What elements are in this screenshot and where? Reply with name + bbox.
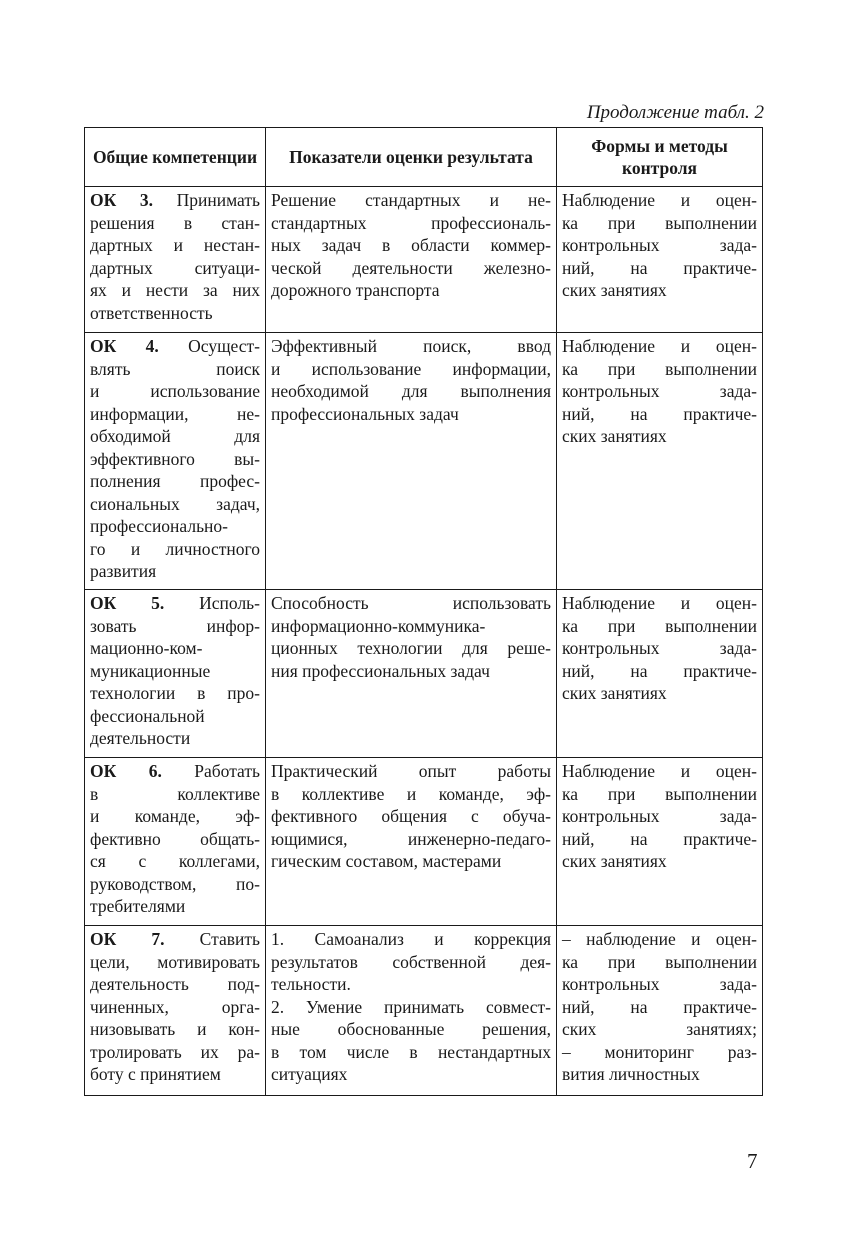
competence-first-line [90, 335, 260, 358]
control-text-line: ских занятиях; [562, 1019, 757, 1039]
indicator-text-line: в том числе в нестандартных [271, 1041, 551, 1062]
indicator-text-line: и использование информации, [271, 358, 551, 379]
control-text-line: контрольных зада- [562, 806, 757, 826]
competence-cell [85, 926, 266, 1096]
competence-first-line [90, 928, 260, 951]
competence-text-line: технологии в про- [90, 683, 260, 703]
control-text-line: ний, на практиче- [562, 996, 757, 1017]
competence-text-line: Осущест- [188, 336, 260, 356]
competence-code: ОК 4. [90, 336, 159, 356]
competence-text-line: чиненных, орга- [90, 996, 260, 1017]
control-text-line: ка при выполнении [562, 951, 757, 972]
table-row [85, 590, 763, 758]
competence-assessment-table [84, 127, 763, 1096]
control-text-line: контрольных зада- [562, 235, 757, 255]
table-row [85, 333, 763, 590]
competence-text-line: дартных и нестан- [90, 235, 260, 255]
control-text-line: Наблюдение и оцен- [562, 336, 757, 356]
control-text-line: ка при выполнении [562, 783, 757, 804]
competence-code: ОК 7. [90, 929, 165, 949]
competence-text-line: сиональных задач, [90, 493, 260, 514]
competence-text-line: профессионально- [90, 516, 229, 536]
table-row [85, 926, 763, 1096]
control-text-line: ний, на практиче- [562, 257, 757, 278]
competence-text-line: низовывать и кон- [90, 1019, 260, 1039]
competence-text-line: деятельность под- [90, 974, 260, 994]
indicator-text-line: результатов собственной дея- [271, 951, 551, 972]
control-method-cell [557, 590, 763, 758]
control-text-line: ка при выполнении [562, 212, 757, 233]
competence-text-line: обходимой для [90, 426, 260, 446]
indicator-text-line: гическим составом, мастерами [271, 851, 502, 871]
competence-text-line: ответственность [90, 302, 213, 323]
indicator-text-line: в коллективе и команде, эф- [271, 783, 551, 804]
competence-text-line: информации, не- [90, 403, 260, 424]
competence-cell [85, 758, 266, 926]
indicator-text-line: Практический опыт работы [271, 761, 551, 781]
control-text-line: Наблюдение и оцен- [562, 761, 757, 781]
competence-text-line: Принимать [176, 190, 260, 210]
competence-code: ОК 5. [90, 593, 165, 613]
competence-text-line: развития [90, 561, 157, 581]
competence-text-line: в коллективе [90, 783, 260, 804]
indicator-text-line: ющимися, инженерно-педаго- [271, 828, 551, 849]
competence-text-line: решения в стан- [90, 212, 260, 233]
competence-text-line: ся с коллегами, [90, 851, 260, 871]
indicator-text-line: фективного общения с обуча- [271, 806, 551, 826]
indicator-text-line: Способность использовать [271, 593, 551, 613]
control-text-line: вития личностных [562, 1064, 700, 1084]
table-row [85, 758, 763, 926]
indicator-text-line: информационно-коммуника- [271, 615, 486, 636]
competence-cell [85, 333, 266, 590]
control-text-line: – мониторинг раз- [562, 1041, 757, 1062]
competence-text-line: ях и нести за них [90, 280, 260, 300]
competence-text-line: Исполь- [199, 593, 260, 613]
control-text-line: Наблюдение и оцен- [562, 190, 757, 210]
indicator-text-line: ния профессиональных задач [271, 660, 490, 681]
table-header-row [85, 128, 763, 187]
competence-text-line: фессиональной [90, 705, 205, 726]
control-method-cell [557, 758, 763, 926]
indicator-text-line: ческой деятельности железно- [271, 257, 551, 278]
indicator-text-line: ситуациях [271, 1064, 348, 1084]
competence-text-line: влять поиск [90, 358, 260, 379]
competence-text-line: Ставить [199, 929, 260, 949]
competence-cell [85, 590, 266, 758]
indicator-text-line: ные обоснованные решения, [271, 1019, 551, 1039]
header-general-competencies: Общие компетенции [85, 128, 266, 187]
control-text-line: ских занятиях [562, 426, 667, 446]
indicator-cell [266, 333, 557, 590]
control-text-line: ний, на практиче- [562, 828, 757, 849]
competence-code: ОК 3. [90, 190, 154, 210]
competence-text-line: деятельности [90, 728, 191, 748]
competence-text-line: зовать инфор- [90, 615, 260, 636]
competence-text-line: мационно-ком- [90, 638, 203, 658]
competence-first-line [90, 592, 260, 615]
competence-text-line: полнения профес- [90, 471, 260, 491]
indicator-cell [266, 926, 557, 1096]
control-text-line: ка при выполнении [562, 358, 757, 379]
control-text-line: ских занятиях [562, 280, 667, 300]
control-text-line: Наблюдение и оцен- [562, 593, 757, 613]
indicator-text-line: Эффективный поиск, ввод [271, 336, 551, 356]
competence-cell [85, 187, 266, 333]
indicator-text-line: 2. Умение принимать совмест- [271, 996, 551, 1017]
control-text-line: ских занятиях [562, 683, 667, 703]
competence-first-line [90, 760, 260, 783]
indicator-text-line: тельности. [271, 974, 351, 994]
competence-first-line [90, 189, 260, 212]
competence-text-line: руководством, по- [90, 873, 260, 894]
competence-text-line: боту с принятием [90, 1064, 221, 1084]
control-text-line: ка при выполнении [562, 615, 757, 636]
header-result-indicators: Показатели оценки результата [266, 128, 557, 187]
competence-text-line: и команде, эф- [90, 806, 260, 826]
indicator-text-line: ционных технологии для реше- [271, 638, 551, 658]
competence-text-line: эффективного вы- [90, 448, 260, 469]
table-row [85, 187, 763, 333]
competence-code: ОК 6. [90, 761, 162, 781]
control-text-line: ний, на практиче- [562, 660, 757, 681]
control-text-line: ний, на практиче- [562, 403, 757, 424]
indicator-cell [266, 758, 557, 926]
control-text-line: ских занятиях [562, 851, 667, 871]
indicator-cell [266, 590, 557, 758]
control-text-line: контрольных зада- [562, 974, 757, 994]
control-method-cell [557, 926, 763, 1096]
competence-text-line: цели, мотивировать [90, 951, 260, 972]
indicator-text-line: необходимой для выполнения [271, 381, 551, 401]
indicator-text-line: 1. Самоанализ и коррекция [271, 929, 551, 949]
control-text-line: – наблюдение и оцен- [562, 929, 757, 949]
competence-text-line: муникационные [90, 660, 211, 681]
control-method-cell [557, 187, 763, 333]
indicator-text-line: Решение стандартных и не- [271, 190, 551, 210]
competence-text-line: дартных ситуаци- [90, 257, 260, 278]
page-number: 7 [747, 1149, 758, 1173]
table-continuation-label: Продолжение табл. 2 [586, 102, 764, 123]
competence-text-line: го и личностного [90, 538, 260, 559]
header-control-methods: Формы и методы контроля [557, 128, 763, 187]
competence-text-line: и использование [90, 381, 260, 401]
indicator-text-line: стандартных профессиональ- [271, 212, 551, 233]
control-method-cell [557, 333, 763, 590]
control-text-line: контрольных зада- [562, 381, 757, 401]
indicator-cell [266, 187, 557, 333]
indicator-text-line: ных задач в области коммер- [271, 235, 551, 255]
competence-text-line: требителями [90, 896, 186, 916]
competence-text-line: тролировать их ра- [90, 1041, 260, 1062]
indicator-text-line: дорожного транспорта [271, 280, 440, 300]
competence-text-line: фективно общать- [90, 828, 260, 849]
indicator-text-line: профессиональных задач [271, 403, 459, 424]
competence-text-line: Работать [194, 761, 260, 781]
control-text-line: контрольных зада- [562, 638, 757, 658]
